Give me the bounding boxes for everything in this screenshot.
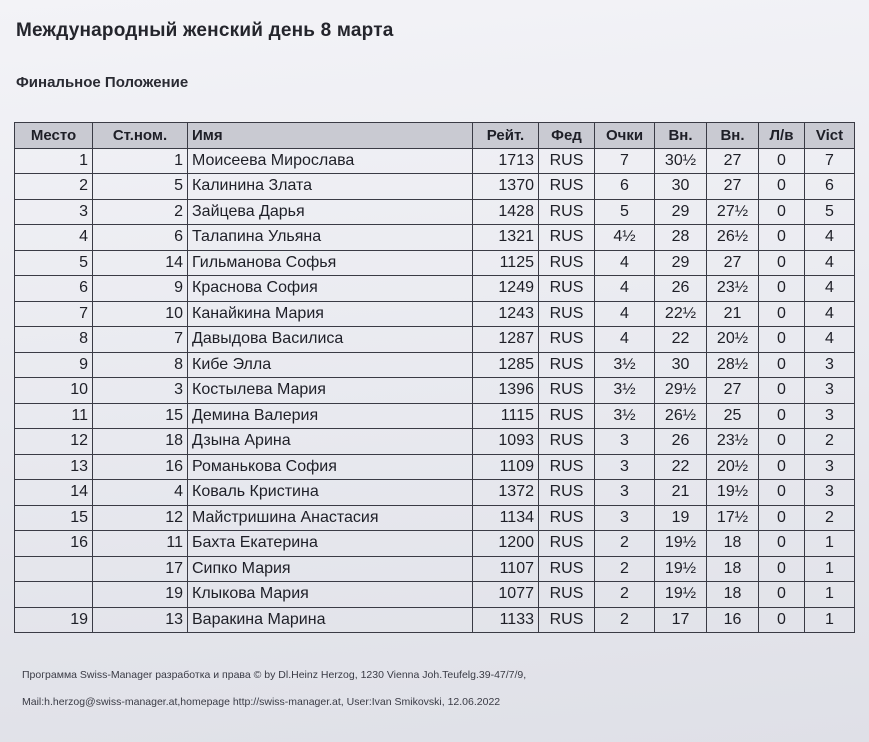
cell-victories: 2 <box>805 429 855 455</box>
cell-forfeits: 0 <box>759 531 805 557</box>
footer-contact: Mail:h.herzog@swiss-manager.at,homepage http://swiss-manager.at, User:Ivan Smikovski, 12.06.2022 <box>22 696 501 708</box>
cell-points: 3 <box>595 429 655 455</box>
header-rating: Рейт. <box>473 123 539 149</box>
cell-rating: 1093 <box>473 429 539 455</box>
cell-place: 4 <box>15 225 93 251</box>
header-tiebreak-1: Вн. <box>655 123 707 149</box>
table-row <box>15 352 855 378</box>
cell-points: 4½ <box>595 225 655 251</box>
cell-name: Гильманова Софья <box>188 250 473 276</box>
cell-tiebreak-2: 23½ <box>707 276 759 302</box>
cell-rating: 1107 <box>473 556 539 582</box>
cell-points: 4 <box>595 250 655 276</box>
cell-forfeits: 0 <box>759 276 805 302</box>
cell-rating: 1321 <box>473 225 539 251</box>
cell-start-number: 19 <box>93 582 188 608</box>
cell-tiebreak-2: 17½ <box>707 505 759 531</box>
cell-victories: 4 <box>805 250 855 276</box>
cell-tiebreak-1: 21 <box>655 480 707 506</box>
cell-place: 12 <box>15 429 93 455</box>
cell-tiebreak-2: 27 <box>707 250 759 276</box>
table-row <box>15 378 855 404</box>
cell-tiebreak-1: 19 <box>655 505 707 531</box>
cell-start-number: 15 <box>93 403 188 429</box>
cell-start-number: 18 <box>93 429 188 455</box>
cell-victories: 7 <box>805 148 855 174</box>
cell-points: 5 <box>595 199 655 225</box>
table-row <box>15 607 855 633</box>
cell-rating: 1200 <box>473 531 539 557</box>
cell-victories: 5 <box>805 199 855 225</box>
cell-start-number: 2 <box>93 199 188 225</box>
cell-rating: 1428 <box>473 199 539 225</box>
cell-place: 10 <box>15 378 93 404</box>
cell-federation: RUS <box>539 403 595 429</box>
cell-rating: 1125 <box>473 250 539 276</box>
cell-points: 2 <box>595 582 655 608</box>
cell-points: 2 <box>595 531 655 557</box>
cell-start-number: 11 <box>93 531 188 557</box>
cell-place: 5 <box>15 250 93 276</box>
cell-place: 16 <box>15 531 93 557</box>
cell-tiebreak-2: 18 <box>707 531 759 557</box>
cell-name: Давыдова Василиса <box>188 327 473 353</box>
cell-start-number: 6 <box>93 225 188 251</box>
header-place: Место <box>15 123 93 149</box>
cell-name: Калинина Злата <box>188 174 473 200</box>
cell-name: Бахта Екатерина <box>188 531 473 557</box>
cell-start-number: 12 <box>93 505 188 531</box>
cell-tiebreak-2: 28½ <box>707 352 759 378</box>
cell-tiebreak-2: 21 <box>707 301 759 327</box>
cell-victories: 6 <box>805 174 855 200</box>
cell-name: Талапина Ульяна <box>188 225 473 251</box>
page-subtitle: Финальное Положение <box>16 74 189 91</box>
table-row <box>15 327 855 353</box>
table-row <box>15 250 855 276</box>
cell-name: Костылева Мария <box>188 378 473 404</box>
cell-forfeits: 0 <box>759 148 805 174</box>
cell-federation: RUS <box>539 378 595 404</box>
cell-federation: RUS <box>539 352 595 378</box>
cell-forfeits: 0 <box>759 582 805 608</box>
cell-federation: RUS <box>539 301 595 327</box>
cell-tiebreak-1: 29½ <box>655 378 707 404</box>
cell-points: 6 <box>595 174 655 200</box>
cell-federation: RUS <box>539 199 595 225</box>
footer-copyright: Программа Swiss-Manager разработка и права © by Dl.Heinz Herzog, 1230 Vienna Joh.Teufelg.39-47/7/9, <box>22 669 527 681</box>
cell-rating: 1134 <box>473 505 539 531</box>
cell-tiebreak-1: 22 <box>655 454 707 480</box>
cell-place: 9 <box>15 352 93 378</box>
cell-name: Коваль Кристина <box>188 480 473 506</box>
table-row <box>15 148 855 174</box>
table-row <box>15 199 855 225</box>
cell-federation: RUS <box>539 250 595 276</box>
cell-start-number: 1 <box>93 148 188 174</box>
cell-start-number: 3 <box>93 378 188 404</box>
header-victories: Vict <box>805 123 855 149</box>
cell-federation: RUS <box>539 225 595 251</box>
cell-tiebreak-1: 26 <box>655 276 707 302</box>
cell-tiebreak-1: 19½ <box>655 556 707 582</box>
cell-victories: 3 <box>805 454 855 480</box>
cell-forfeits: 0 <box>759 607 805 633</box>
table-row <box>15 454 855 480</box>
cell-tiebreak-1: 30½ <box>655 148 707 174</box>
cell-tiebreak-1: 30 <box>655 352 707 378</box>
cell-start-number: 5 <box>93 174 188 200</box>
table-row <box>15 582 855 608</box>
cell-tiebreak-1: 22 <box>655 327 707 353</box>
cell-federation: RUS <box>539 429 595 455</box>
cell-forfeits: 0 <box>759 505 805 531</box>
cell-tiebreak-2: 18 <box>707 556 759 582</box>
cell-start-number: 13 <box>93 607 188 633</box>
standings-table <box>14 122 855 633</box>
cell-points: 2 <box>595 607 655 633</box>
cell-name: Зайцева Дарья <box>188 199 473 225</box>
cell-points: 3 <box>595 480 655 506</box>
table-row <box>15 556 855 582</box>
cell-start-number: 8 <box>93 352 188 378</box>
cell-points: 7 <box>595 148 655 174</box>
cell-victories: 2 <box>805 505 855 531</box>
page-title: Международный женский день 8 марта <box>16 20 394 41</box>
cell-place: 15 <box>15 505 93 531</box>
table-header-row <box>15 123 855 149</box>
cell-rating: 1372 <box>473 480 539 506</box>
cell-rating: 1109 <box>473 454 539 480</box>
cell-place: 2 <box>15 174 93 200</box>
cell-federation: RUS <box>539 174 595 200</box>
cell-forfeits: 0 <box>759 174 805 200</box>
cell-place: 6 <box>15 276 93 302</box>
cell-name: Сипко Мария <box>188 556 473 582</box>
cell-rating: 1287 <box>473 327 539 353</box>
cell-start-number: 16 <box>93 454 188 480</box>
cell-start-number: 10 <box>93 301 188 327</box>
cell-victories: 4 <box>805 301 855 327</box>
cell-tiebreak-2: 18 <box>707 582 759 608</box>
cell-start-number: 7 <box>93 327 188 353</box>
cell-name: Романькова София <box>188 454 473 480</box>
cell-place <box>15 556 93 582</box>
cell-points: 3½ <box>595 352 655 378</box>
cell-points: 2 <box>595 556 655 582</box>
cell-points: 3 <box>595 505 655 531</box>
cell-federation: RUS <box>539 607 595 633</box>
table-row <box>15 276 855 302</box>
cell-victories: 3 <box>805 352 855 378</box>
cell-rating: 1249 <box>473 276 539 302</box>
cell-tiebreak-1: 22½ <box>655 301 707 327</box>
cell-victories: 3 <box>805 378 855 404</box>
cell-tiebreak-2: 25 <box>707 403 759 429</box>
cell-tiebreak-2: 26½ <box>707 225 759 251</box>
cell-rating: 1115 <box>473 403 539 429</box>
cell-name: Дзына Арина <box>188 429 473 455</box>
header-points: Очки <box>595 123 655 149</box>
cell-federation: RUS <box>539 480 595 506</box>
cell-tiebreak-2: 27 <box>707 148 759 174</box>
cell-start-number: 14 <box>93 250 188 276</box>
cell-victories: 3 <box>805 480 855 506</box>
table-row <box>15 403 855 429</box>
cell-federation: RUS <box>539 327 595 353</box>
cell-tiebreak-1: 26½ <box>655 403 707 429</box>
cell-rating: 1713 <box>473 148 539 174</box>
cell-name: Демина Валерия <box>188 403 473 429</box>
cell-points: 4 <box>595 327 655 353</box>
cell-federation: RUS <box>539 556 595 582</box>
cell-victories: 4 <box>805 276 855 302</box>
table-row <box>15 480 855 506</box>
cell-tiebreak-1: 29 <box>655 250 707 276</box>
cell-points: 3 <box>595 454 655 480</box>
cell-federation: RUS <box>539 454 595 480</box>
cell-forfeits: 0 <box>759 250 805 276</box>
table-row <box>15 505 855 531</box>
cell-tiebreak-2: 27 <box>707 174 759 200</box>
header-name: Имя <box>188 123 473 149</box>
table-row <box>15 301 855 327</box>
cell-place: 19 <box>15 607 93 633</box>
cell-place: 7 <box>15 301 93 327</box>
cell-tiebreak-1: 29 <box>655 199 707 225</box>
cell-tiebreak-2: 27½ <box>707 199 759 225</box>
cell-tiebreak-1: 17 <box>655 607 707 633</box>
cell-tiebreak-2: 27 <box>707 378 759 404</box>
cell-place: 3 <box>15 199 93 225</box>
cell-forfeits: 0 <box>759 556 805 582</box>
cell-forfeits: 0 <box>759 225 805 251</box>
cell-points: 4 <box>595 276 655 302</box>
cell-place: 11 <box>15 403 93 429</box>
cell-forfeits: 0 <box>759 378 805 404</box>
cell-name: Кибе Элла <box>188 352 473 378</box>
cell-points: 3½ <box>595 403 655 429</box>
header-federation: Фед <box>539 123 595 149</box>
cell-tiebreak-2: 19½ <box>707 480 759 506</box>
cell-rating: 1133 <box>473 607 539 633</box>
cell-name: Клыкова Мария <box>188 582 473 608</box>
cell-federation: RUS <box>539 276 595 302</box>
table-row <box>15 174 855 200</box>
cell-rating: 1243 <box>473 301 539 327</box>
cell-place: 13 <box>15 454 93 480</box>
header-tiebreak-2: Вн. <box>707 123 759 149</box>
cell-place: 8 <box>15 327 93 353</box>
cell-name: Канайкина Мария <box>188 301 473 327</box>
cell-name: Варакина Марина <box>188 607 473 633</box>
cell-forfeits: 0 <box>759 429 805 455</box>
table-row <box>15 225 855 251</box>
cell-forfeits: 0 <box>759 403 805 429</box>
cell-points: 3½ <box>595 378 655 404</box>
cell-federation: RUS <box>539 531 595 557</box>
cell-tiebreak-1: 19½ <box>655 582 707 608</box>
cell-tiebreak-1: 28 <box>655 225 707 251</box>
cell-victories: 1 <box>805 556 855 582</box>
table-row <box>15 429 855 455</box>
cell-place: 14 <box>15 480 93 506</box>
cell-victories: 4 <box>805 225 855 251</box>
cell-federation: RUS <box>539 148 595 174</box>
cell-tiebreak-2: 20½ <box>707 454 759 480</box>
cell-tiebreak-1: 26 <box>655 429 707 455</box>
cell-rating: 1370 <box>473 174 539 200</box>
cell-rating: 1396 <box>473 378 539 404</box>
cell-tiebreak-2: 23½ <box>707 429 759 455</box>
cell-forfeits: 0 <box>759 352 805 378</box>
cell-forfeits: 0 <box>759 301 805 327</box>
cell-place <box>15 582 93 608</box>
cell-federation: RUS <box>539 582 595 608</box>
cell-start-number: 9 <box>93 276 188 302</box>
cell-forfeits: 0 <box>759 199 805 225</box>
cell-federation: RUS <box>539 505 595 531</box>
cell-name: Моисеева Мирослава <box>188 148 473 174</box>
cell-tiebreak-2: 20½ <box>707 327 759 353</box>
cell-name: Майстришина Анастасия <box>188 505 473 531</box>
cell-tiebreak-1: 30 <box>655 174 707 200</box>
cell-victories: 1 <box>805 582 855 608</box>
cell-start-number: 4 <box>93 480 188 506</box>
cell-victories: 3 <box>805 403 855 429</box>
cell-forfeits: 0 <box>759 327 805 353</box>
cell-name: Краснова София <box>188 276 473 302</box>
cell-forfeits: 0 <box>759 454 805 480</box>
cell-rating: 1285 <box>473 352 539 378</box>
cell-points: 4 <box>595 301 655 327</box>
cell-victories: 1 <box>805 531 855 557</box>
header-forfeits: Л/в <box>759 123 805 149</box>
cell-rating: 1077 <box>473 582 539 608</box>
cell-victories: 4 <box>805 327 855 353</box>
cell-tiebreak-2: 16 <box>707 607 759 633</box>
table-row <box>15 531 855 557</box>
header-start-number: Ст.ном. <box>93 123 188 149</box>
cell-start-number: 17 <box>93 556 188 582</box>
cell-victories: 1 <box>805 607 855 633</box>
cell-tiebreak-1: 19½ <box>655 531 707 557</box>
cell-place: 1 <box>15 148 93 174</box>
cell-forfeits: 0 <box>759 480 805 506</box>
